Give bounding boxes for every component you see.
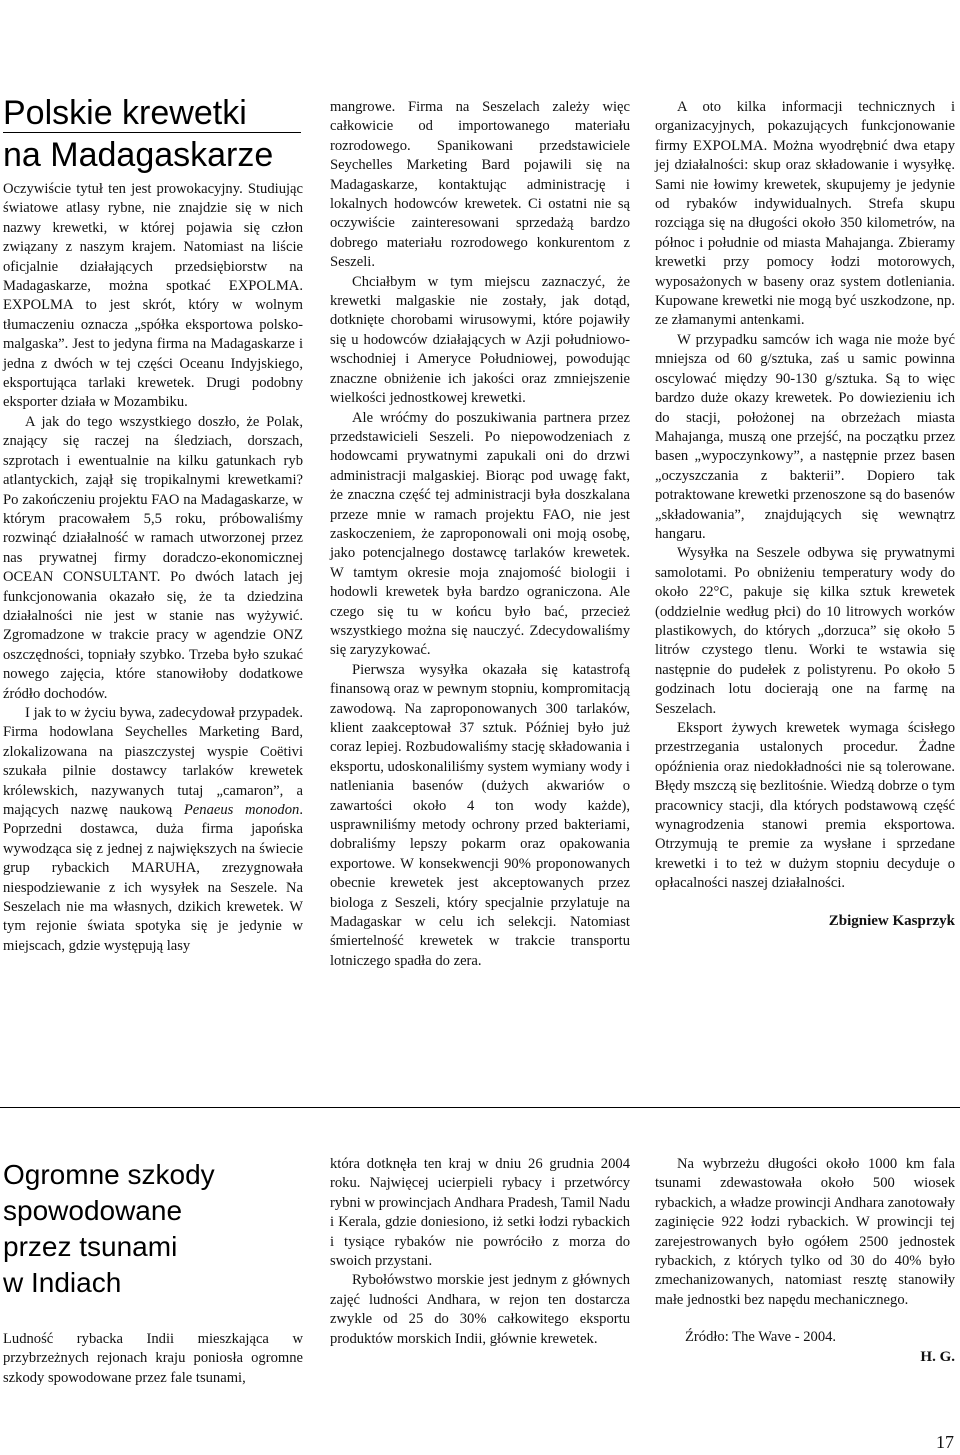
article2-title xyxy=(3,1157,303,1301)
article1-paragraph: Eksport żywych krewetek wymaga ścisłego przestrzegania ustalonych procedur. Żadne opóźnienia oraz niedokładności nie są tolerowane. Błędy mszczą się bezlitośnie. Wiedzą dobrze o tym pracownicy stacji, dla których podstawową część wynagrodzenia stanowi premia eksportowa. Otrzymują te premie za wysłane i sprzedane krewetki i to też w dużym stopniu decyduje o opłacalności naszej działalności. xyxy=(655,720,955,892)
article1-column-1 xyxy=(3,180,303,956)
article1-title-line1: Polskie krewetki xyxy=(3,94,247,132)
article2-paragraph: Rybołówstwo morskie jest jednym z głównych zajęć ludności Andhara, w rejon ten dostarcza zwykle od 25 do 30% całkowitego eksportu produktów morskich Indii, głównie krewetek. xyxy=(330,1272,630,1347)
article2-title-line3: przez tsunami xyxy=(3,1231,178,1262)
article2-column-2 xyxy=(330,1155,630,1349)
article2-column-1 xyxy=(3,1330,303,1388)
article1-paragraph: Wysyłka na Seszele odbywa się prywatnymi samolotami. Po obniżeniu temperatury wody do około 22°C, pakuje się kilka sztuk krewetek (oddzielnie według płci) do 10 litrowych worków plastikowych, do których „dorzuca” się około 5 litrów czystego tlenu. Worki te wstawia się następnie do pudełek z polistyrenu. Po około 5 godzinach lotu docierają one na farmę na Seszelach. xyxy=(655,545,955,717)
article1-paragraph: W przypadku samców ich waga nie może być mniejsza od 60 g/sztuka, zaś u samic powinna oscylować między 90-130 g/sztuka. Są to więc bardzo duże okazy krewetek. Po dowiezieniu ich do stacji, położonej na obrzeżach miasta Mahajanga, muszą one przejść, na początku przez basen „wypoczynkowy”, a następnie przez basen „oczyszczania z bakterii”. Dopiero tak potraktowane krewetki przenoszone są do basenów „składowania”, znajdujących się wewnątrz hangaru. xyxy=(655,331,955,542)
article1-column-2 xyxy=(330,98,630,971)
article2-source: Źródło: The Wave - 2004. xyxy=(685,1329,837,1346)
article1-paragraph: A oto kilka informacji technicznych i organizacyjnych, pokazujących funkcjonowanie firmy EXPOLMA. Można wyodrębnić dwa etapy jej działalności: skup oraz składowanie i wysyłkę. Sami nie łowimy krewetek, skupujemy je jedynie od rybaków indywidualnych. Strefa skupu rozciąga się na długości około 350 kilometrów, na północ i południe od miasta Mahajanga. Zbieramy krewetki przy pomocy łodzi motorowych, wyposażonych w baseny oraz system dotleniania. Kupowane krewetki nie mogą być uszkodzone, np. ze złamanymi antenkami. xyxy=(655,99,955,329)
title-underline xyxy=(3,132,301,133)
page-number: 17 xyxy=(936,1432,954,1452)
article1-text: . Poprzedni dostawca, duża firma japońska wywodząca się z jednej z największych na świecie grup rybackich MARUHA, zrezygnowała niespodziewanie z ich wysyłek na Seszele. Na Seszelach nie ma własnych, dzikich krewetek. W tym rejonie świata spotyka się je jedynie w miejscach, gdzie występują lasy xyxy=(3,802,303,954)
article1-paragraph: Pierwsza wysyłka okazała się katastrofą finansową oraz w pewnym stopniu, kompromitacją zawodową. Na zaproponowanych 300 tarlaków, klient zaakceptował 37 sztuk. Później było już coraz lepiej. Rozbudowaliśmy stację składowania i eksportu, udoskonaliliśmy system wymiany wody i natleniania basenów (dużych akwariów o zawartości około 4 ton wody każde), usprawniliśmy metody ochrony przed bakteriami, dobraliśmy lepszy pokarm oraz opakowania exportowe. W konsekwencji 90% proponowanych obecnie krewetek jest akceptowanych przez biologa z Seszeli, który specjalnie przylatuje na Madagaskar w celu ich selekcji. Natomiast śmiertelność krewetek w trakcie transportu lotniczego spadła do zera. xyxy=(330,661,630,969)
species-name: Penaeus monodon xyxy=(183,802,300,818)
article2-author: H. G. xyxy=(920,1348,955,1365)
article1-paragraph: A jak do tego wszystkiego doszło, że Polak, znający się raczej na śledziach, dorszach, szprotach i ewentualnie na kilku gatunkach ryb atlantyckich, zajął się tropikalnymi krewetkami? Po zakończeniu projektu FAO na Madagaskarze, w którym pracowałem 5,5 roku, próbowaliśmy rozwinąć działalność w ramach utworzonej przez nas prywatnej firmy doradczo-ekonomicznej OCEAN CONSULTANT. Po dwóch latach jej funkcjonowania okazało się, że ta dziedzina działalności nie jest w stanie nas wyżywić. Zgromadzone w trakcie pracy w agendzie ONZ oszczędności, topniały szybko. Trzeba było szukać nowego zajęcia, które stanowiłoby dodatkowe źródło dochodów. xyxy=(3,413,303,702)
article1-title-line2: na Madagaskarze xyxy=(3,136,274,174)
article1-paragraph: mangrowe. Firma na Seszelach zależy więc całkowicie od importowanego materiału rozrodowego. Spanikowani przedstawiciele Seychelles Marketing Bard pojawili się na Madagaskarze, kontaktując administrację i lokalnych hodowców krewetek. Ci ostatni nie są oczywiście zainteresowani sprzedażą bardzo dobrego materiału rozrodowego konkurentom z Seszeli. xyxy=(330,99,630,271)
article1-title xyxy=(3,92,303,176)
article2-column-3 xyxy=(655,1155,955,1367)
article1-paragraph xyxy=(3,704,303,956)
article2-title-line2: spowodowane xyxy=(3,1195,183,1226)
article2-paragraph: Ludność rybacka Indii mieszkająca w przybrzeżnych rejonach kraju poniosła ogromne szkody spowodowane przez fale tsunami, xyxy=(3,1331,303,1386)
article2-paragraph: Na wybrzeżu długości około 1000 km fala tsunami zdewastowała około 500 wiosek rybackich, a władze prowincji Andhara zanotowały zaginięcie 922 łodzi rybackich. W prowincji tej zarejestrowanych było ogółem 2500 jednostek rybackich, z których tylko od 30 do 40% było zmechanizowanych, natomiast resztę stanowiły małe jednostki bez napędu mechanicznego. xyxy=(655,1156,955,1308)
article2-title-line1: Ogromne szkody xyxy=(3,1159,215,1190)
article1-paragraph: Ale wróćmy do poszukiwania partnera przez przedstawicieli Seszeli. Po niepowodzeniach z hodowcami prywatnymi zapukali oni do drzwi administracji malgaskiej. Biorąc pod uwagę fakt, że znaczna część tej administracji była doszkalana przeze mnie w ramach projektu FAO, nie jest zaskoczeniem, że zaproponowali oni moją osobę, jako potencjalnego dostawcę tarlaków krewetek. W tamtym okresie moja znajomość biologii i hodowli krewetek była bardzo ograniczona. Ale czego się tu w końcu było bać, przecież wszystkiego można się nauczyć. Zdecydowaliśmy się zaryzykować. xyxy=(330,409,630,659)
article1-text: I jak to w życiu bywa, zadecydował przypadek. Firma hodowlana Seychelles Marketing Bard, zlokalizowana na piaszczystej wyspie Coëtivi szukała pilnie dostawcy tarlaków krewetek królewskich, nazywanych tutaj „camaron”, a mających nazwę naukową xyxy=(3,704,303,818)
article1-column-3 xyxy=(655,98,955,931)
article1-paragraph: Chciałbym w tym miejscu zaznaczyć, że krewetki malgaskie nie zostały, jak dotąd, dotknięte chorobami wirusowymi, które pojawiły się u hodowców działających w Azji południowo-wschodniej i Ameryce Południowej, powodując znaczne obniżenie ich jakości oraz zmniejszenie wielkości jednostkowej krewetki. xyxy=(330,273,630,407)
article2-paragraph: która dotknęła ten kraj w dniu 26 grudnia 2004 roku. Najwięcej ucierpieli rybacy i przetwórcy rybni w prowincjach Andhara Pradesh, Tamil Nadu i Kerala, gdzie doniesiono, iż setki łodzi rybackich i tysiące rybaków nie powróciło z morza do swoich przystani. xyxy=(330,1156,630,1270)
article1-author: Zbigniew Kasprzyk xyxy=(828,912,955,929)
article2-title-line4: w Indiach xyxy=(3,1267,122,1298)
article-separator xyxy=(0,1107,960,1108)
article1-paragraph: Oczywiście tytuł ten jest prowokacyjny. Studiując światowe atlasy rybne, nie znajdzie się w nich nazwy krewetki, w której pojawia się człon związany z naszym krajem. Natomiast na liście oficjalnie działających przedsiębiorstw na Madagaskarze, można spotkać EXPOLMA. EXPOLMA to jest skrót, który w wolnym tłumaczeniu oznacza „spółka eksportowa polsko-malgaska”. Jest to jedyna firma na Madagaskarze i jedna z dwóch w tej części Oceanu Indyjskiego, eksportująca tarlaki krewetek. Drugi podobny eksporter działa w Mozambiku. xyxy=(3,181,303,411)
